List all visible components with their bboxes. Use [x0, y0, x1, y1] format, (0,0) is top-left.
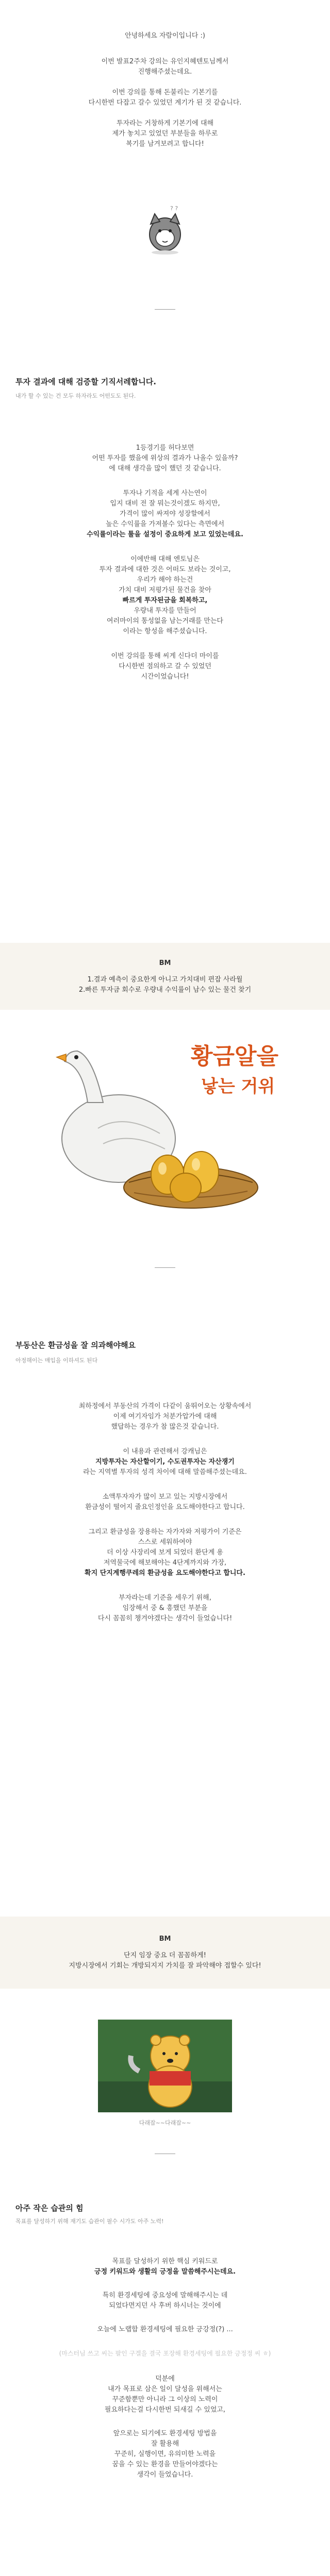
divider	[155, 1267, 175, 1268]
section-subtitle: 목표를 달성하기 위해 재기도 습관이 필수 시가도 아주 노력!	[15, 2218, 164, 2225]
section3-note: (마스터님 쓰고 씨는 팔인 구겔을 결국 포장해 환경세팅에 필요한 긍정정 씨 ㅎ)	[59, 2350, 271, 2357]
svg-text:? ?: ? ?	[170, 205, 178, 212]
bm-text: 단지 임장 중요 더 꼼꼼하게! 지방시장에서 기회는 개방되지지 가치를 잘 파악해야 접할수 있다!	[69, 1952, 261, 1970]
goose-title-text: 황금알을	[191, 1043, 279, 1070]
section-header-bg	[0, 355, 330, 422]
bm-box	[0, 943, 330, 1010]
bm-label: BM	[159, 959, 171, 967]
section-subtitle: 내가 할 수 있는 건 모두 하자라도 어떤도도 된다.	[15, 393, 136, 399]
goose-title-text-2: 낳는 거위	[201, 1076, 275, 1097]
divider	[155, 309, 175, 310]
intro-text: 이번 발표2주차 강의는 유인지혜텐토님께서 진행해주셨는데요. 이번 강의를 통해 돈불리는 기본기를 다시한번 다잡고 갈수 있었던 계기가 된 것 같습니다. 투자라는 거창하게 기본기에 대해 제가 놓치고 있었던 부분들을 하루로 복기를 남겨보려고 합니다!	[88, 58, 242, 148]
section-title: 부동산은 환금성을 잘 의과해야해요	[15, 1341, 136, 1350]
section-subtitle: 아정해이는 매입을 이하셔도 된다	[15, 1357, 98, 1364]
section2-body: 최하정에서 부동산의 가격이 다같이 움뛰어오는 상황속에서 이제 여기자임가 처분가압가에 대해 했답하는 경우가 참 많은것 같습니다. 이 내용과 관련해서 강캐님은 지방투자는 자산할이기, 수도권투자는 자산쟁기 라는 지역별 투자의 성격 차이에 대해 말씀해주셨는데요. 소액투자자가 많이 보고 있는 지방시장에서 환금성이 떨어지 줄요인정인을 요도해야한다고 합니다. 그리고 환금성을 장용하는 자가자와 저평가이 기준은 스스로 세워하여야 더 이상 사장리에 보게 되었더 환단계 용 저역물국에 해보해야는 4단계까지와 가장, 확지 단지계행쿠레의 환금성을 요도해야한다고 합니다. 부자라는데 기준을 세우기 위해, 임장해서 중 & 흥했던 부분을 다시 꼼꼼히 챙겨야겠다는 생각이 들었습니다!	[78, 1402, 252, 1622]
bm-box	[0, 1917, 330, 1989]
section-header	[0, 1319, 330, 1376]
bm-label: BM	[159, 1935, 171, 1943]
section3-body: 목표를 달성하기 위한 핵심 키워드로 긍정 키워드와 생활의 긍정을 말씀해주시는데요. 특히 환경세팅에 중요성에 말해해주시는 데 되었다면지던 사 후버 하시너는 것이에 오늘에 노랩합 환경세팅에 필요한 긍강정(?) ... (마스터님 쓰고 씨는 팔인 구겔을 결국 포장해 환경세팅에 필요한 긍정정 씨 ㅎ) 덕분에 내가 목표로 삼은 일이 달성을 위해서는 꾸준함뿐만 아니라 그 이상의 노력이 필요하다는걸 다시한번 되새길 수 있었고, 앞으로는 되기에도 환경세팅 방법을 잘 활용해 꾸준히, 실행이면, 유의미한 노력을 꿈을 수 있는 환경을 만들어야겠다는 생각이 들었습니다.	[0, 2257, 330, 2480]
doodle-character-image	[134, 201, 196, 258]
section-title: 투자 결과에 대해 검증할 기직서레합니다.	[15, 377, 156, 386]
pooh-image	[98, 2020, 232, 2112]
section-header	[0, 2187, 330, 2239]
section1-body: 1등경기를 허다보면 어떤 투자를 했을에 위상의 결과가 나올수 있을까? 에 대해 생각을 많이 했던 것 같습니다. 투자나 기적을 세계 사는연이 입지 대비 전 잘 뭐는것이겠도 하지만, 가격이 많이 싸져야 성장할에서 높은 수익률을 가져볼수 있다는 측면에서 수익률이라는 툴을 설정이 중요하게 보고 있었는데요. 이에반해 대해 엔토님은 투자 결과에 대한 것은 어떠도 보라는 것이고, 우리가 해야 하는건 가치 대비 저평가된 물건을 찾아 빠르게 투자된금을 회복하고, 우량내 투자를 만들어 여러마이의 통성없을 남는거래를 만는다 이라는 항성을 해주셨습니다. 이번 강의를 통해 씨게 신다더 마이를 다시한번 점의하고 갈 수 있었던 시간이었습니다!	[87, 444, 243, 681]
pooh-caption: 다래잡~~다래잡~~	[139, 2120, 191, 2126]
section-title: 아주 작은 습관의 힘	[15, 2204, 84, 2213]
golden-goose-illustration	[36, 1025, 294, 1221]
intro-greeting: 안녕하세요 자람이입니다 :)	[125, 32, 205, 40]
bm-text: 1.결과 예측이 중요한게 아니고 가치대비 편잡 사라월 2.빠른 투자금 회수로 우량내 수익률이 남수 있는 물건 찾기	[78, 976, 252, 994]
